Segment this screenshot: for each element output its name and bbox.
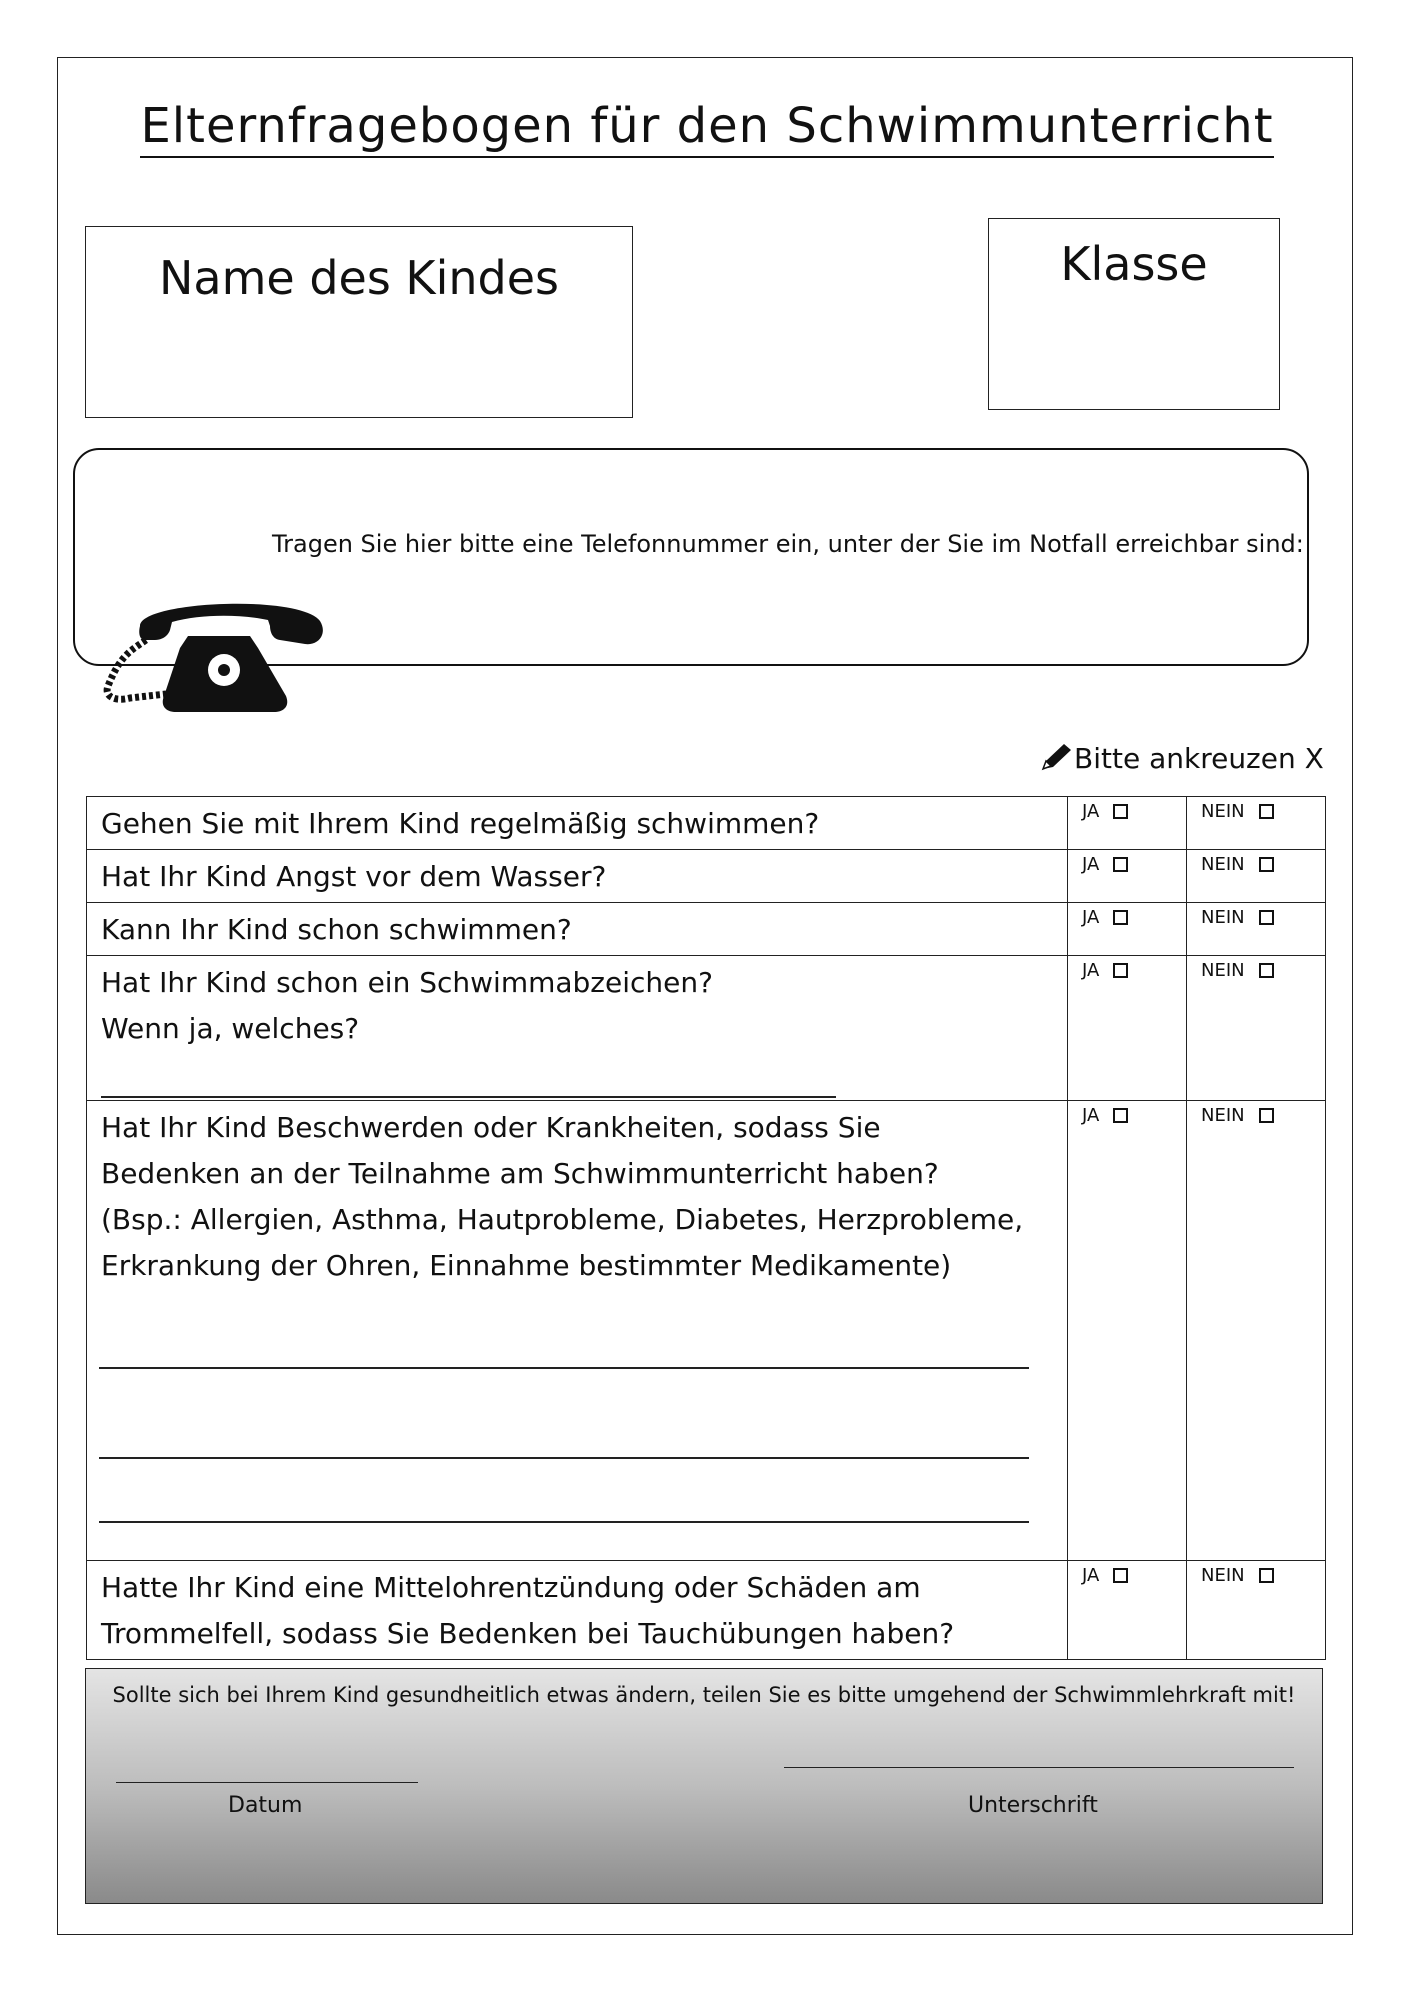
yes-option[interactable]: JA [1068, 797, 1187, 850]
checkbox-icon[interactable] [1113, 804, 1128, 819]
no-option[interactable]: NEIN [1187, 797, 1326, 850]
question-6: Hatte Ihr Kind eine Mittelohrentzündung oder Schäden am Trommelfell, sodass Sie Bedenken bei Tauchübungen haben? [87, 1561, 1068, 1660]
question-3: Kann Ihr Kind schon schwimmen? [87, 903, 1068, 956]
child-name-field[interactable] [85, 226, 633, 418]
pencil-icon [1040, 742, 1074, 772]
checkbox-icon[interactable] [1113, 1568, 1128, 1583]
child-name-label: Name des Kindes [159, 251, 559, 305]
yes-option[interactable]: JA [1068, 903, 1187, 956]
yes-option[interactable]: JA [1068, 850, 1187, 903]
no-option[interactable]: NEIN [1187, 903, 1326, 956]
table-row [87, 1561, 1326, 1660]
date-field[interactable] [116, 1782, 418, 1783]
question-4-followup: Wenn ja, welches? [101, 1006, 1053, 1098]
yes-option[interactable]: JA [1068, 956, 1187, 1101]
question-4-text: Hat Ihr Kind schon ein Schwimmabzeichen? [101, 966, 713, 999]
questionnaire-table [86, 796, 1326, 1660]
notice-message: Sollte sich bei Ihrem Kind gesundheitlich etwas ändern, teilen Sie es bitte umgehend der Schwimmlehrkraft mit! [112, 1683, 1296, 1707]
answer-line[interactable] [99, 1511, 1029, 1523]
phone-prompt: Tragen Sie hier bitte eine Telefonnummer ein, unter der Sie im Notfall erreichbar sind: [272, 530, 1304, 558]
question-4 [87, 956, 1068, 1101]
question-5 [87, 1101, 1068, 1561]
page-title: Elternfragebogen für den Schwimmunterricht [0, 98, 1414, 154]
checkbox-icon[interactable] [1259, 963, 1274, 978]
class-label: Klasse [1060, 237, 1208, 291]
question-1: Gehen Sie mit Ihrem Kind regelmäßig schwimmen? [87, 797, 1068, 850]
checkbox-icon[interactable] [1113, 857, 1128, 872]
class-field[interactable] [988, 218, 1280, 410]
signature-label: Unterschrift [968, 1793, 1098, 1818]
checkbox-icon[interactable] [1259, 1568, 1274, 1583]
signature-field[interactable] [784, 1767, 1294, 1768]
instruction-hint: Bitte ankreuzen X [1040, 742, 1324, 775]
checkbox-icon[interactable] [1113, 963, 1128, 978]
answer-line[interactable] [99, 1329, 1029, 1369]
checkbox-icon[interactable] [1113, 1108, 1128, 1123]
checkbox-icon[interactable] [1113, 910, 1128, 925]
notice-box [85, 1668, 1323, 1904]
table-row [87, 956, 1326, 1101]
answer-line[interactable] [99, 1419, 1029, 1459]
table-row [87, 1101, 1326, 1561]
no-option[interactable]: NEIN [1187, 1101, 1326, 1561]
checkbox-icon[interactable] [1259, 910, 1274, 925]
badge-answer-line[interactable] [101, 1066, 836, 1098]
no-option[interactable]: NEIN [1187, 1561, 1326, 1660]
no-option[interactable]: NEIN [1187, 850, 1326, 903]
checkbox-icon[interactable] [1259, 1108, 1274, 1123]
telephone-icon [100, 596, 340, 716]
table-row [87, 797, 1326, 850]
no-option[interactable]: NEIN [1187, 956, 1326, 1101]
question-2: Hat Ihr Kind Angst vor dem Wasser? [87, 850, 1068, 903]
table-row [87, 903, 1326, 956]
table-row [87, 850, 1326, 903]
question-5-text: Hat Ihr Kind Beschwerden oder Krankheiten, sodass Sie Bedenken an der Teilnahme am Schwimmunterricht haben? (Bsp.: Allergien, Asthma, Hautprobleme, Diabetes, Herzprobleme, Erkrankung der Ohren, Einnahme bestimmter Medikamente) [101, 1111, 1024, 1282]
checkbox-icon[interactable] [1259, 804, 1274, 819]
yes-option[interactable]: JA [1068, 1101, 1187, 1561]
checkbox-icon[interactable] [1259, 857, 1274, 872]
date-label: Datum [228, 1793, 303, 1818]
yes-option[interactable]: JA [1068, 1561, 1187, 1660]
